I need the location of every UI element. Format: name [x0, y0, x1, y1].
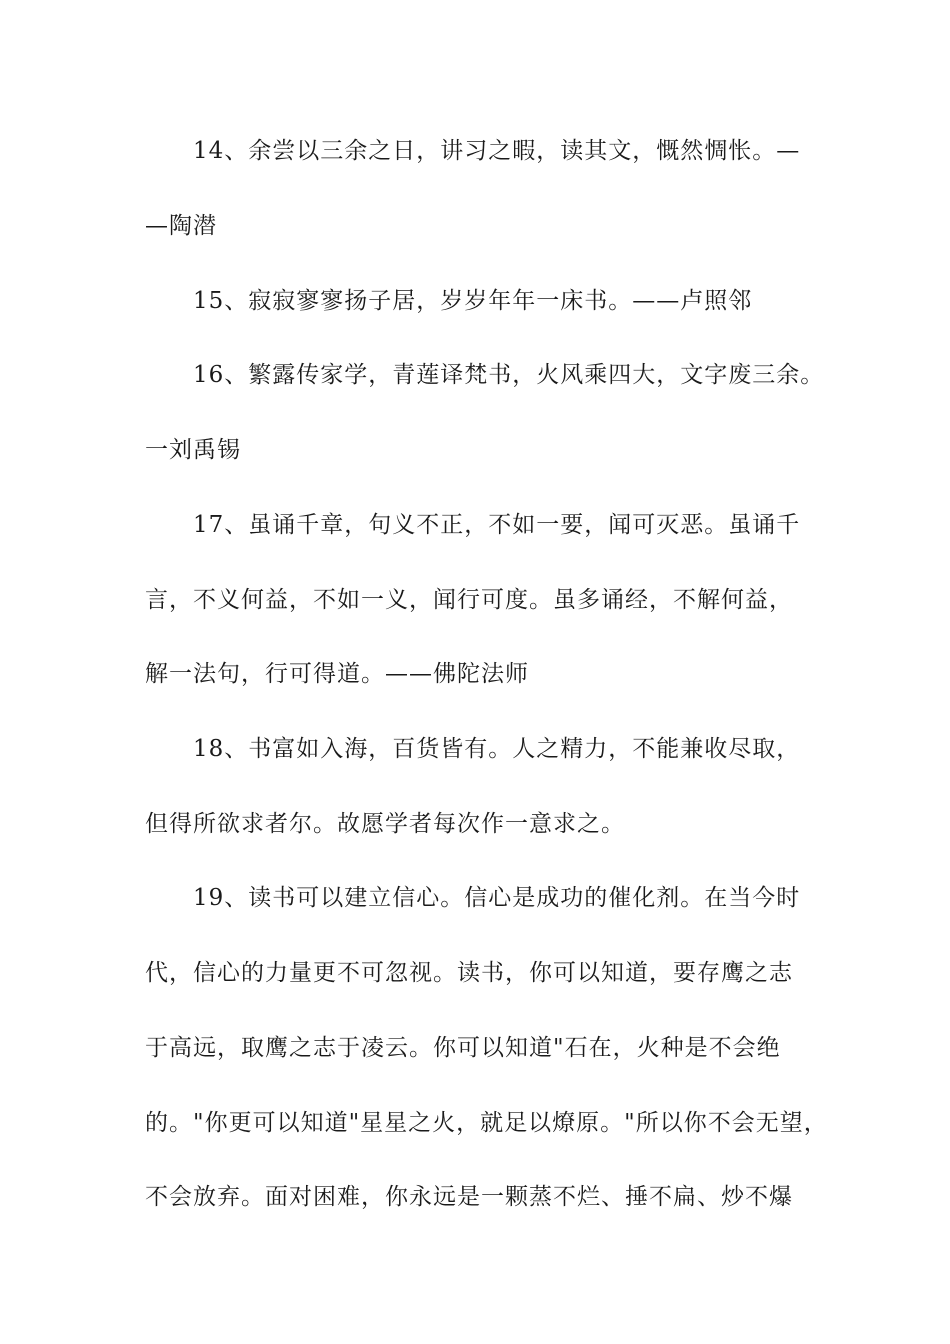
paragraph-16-line-2: 一刘禹锡: [145, 437, 241, 463]
paragraph-17-line-3: 解一法句，行可得道。——佛陀法师: [145, 661, 529, 687]
paragraph-17-line-2: 言，不义何益，不如一义，闻行可度。虽多诵经，不解何益，: [145, 587, 793, 613]
paragraph-14-line-2: —陶潜: [145, 213, 217, 239]
paragraph-15-line-1: 15、寂寂寥寥扬子居，岁岁年年一床书。——卢照邻: [193, 288, 753, 314]
paragraph-18-line-1: 18、书富如入海，百货皆有。人之精力，不能兼收尽取，: [193, 736, 801, 762]
paragraph-19-line-2: 代，信心的力量更不可忽视。读书，你可以知道，要存鹰之志: [145, 960, 793, 986]
paragraph-17-line-1: 17、虽诵千章，句义不正，不如一要，闻可灭恶。虽诵千: [193, 512, 801, 538]
paragraph-19-line-3: 于高远，取鹰之志于凌云。你可以知道"石在，火种是不会绝: [145, 1035, 781, 1061]
paragraph-18-line-2: 但得所欲求者尔。故愿学者每次作一意求之。: [145, 811, 625, 837]
paragraph-19-line-1: 19、读书可以建立信心。信心是成功的催化剂。在当今时: [193, 885, 801, 911]
paragraph-19-line-5: 不会放弃。面对困难，你永远是一颗蒸不烂、捶不扁、炒不爆: [145, 1184, 793, 1210]
paragraph-19-line-4: 的。"你更可以知道"星星之火，就足以燎原。"所以你不会无望，: [145, 1110, 828, 1136]
paragraph-16-line-1: 16、繁露传家学，青莲译梵书，火风乘四大，文字废三余。: [193, 362, 825, 388]
paragraph-14-line-1: 14、余尝以三余之日，讲习之暇，读其文，慨然惆怅。—: [193, 138, 801, 164]
